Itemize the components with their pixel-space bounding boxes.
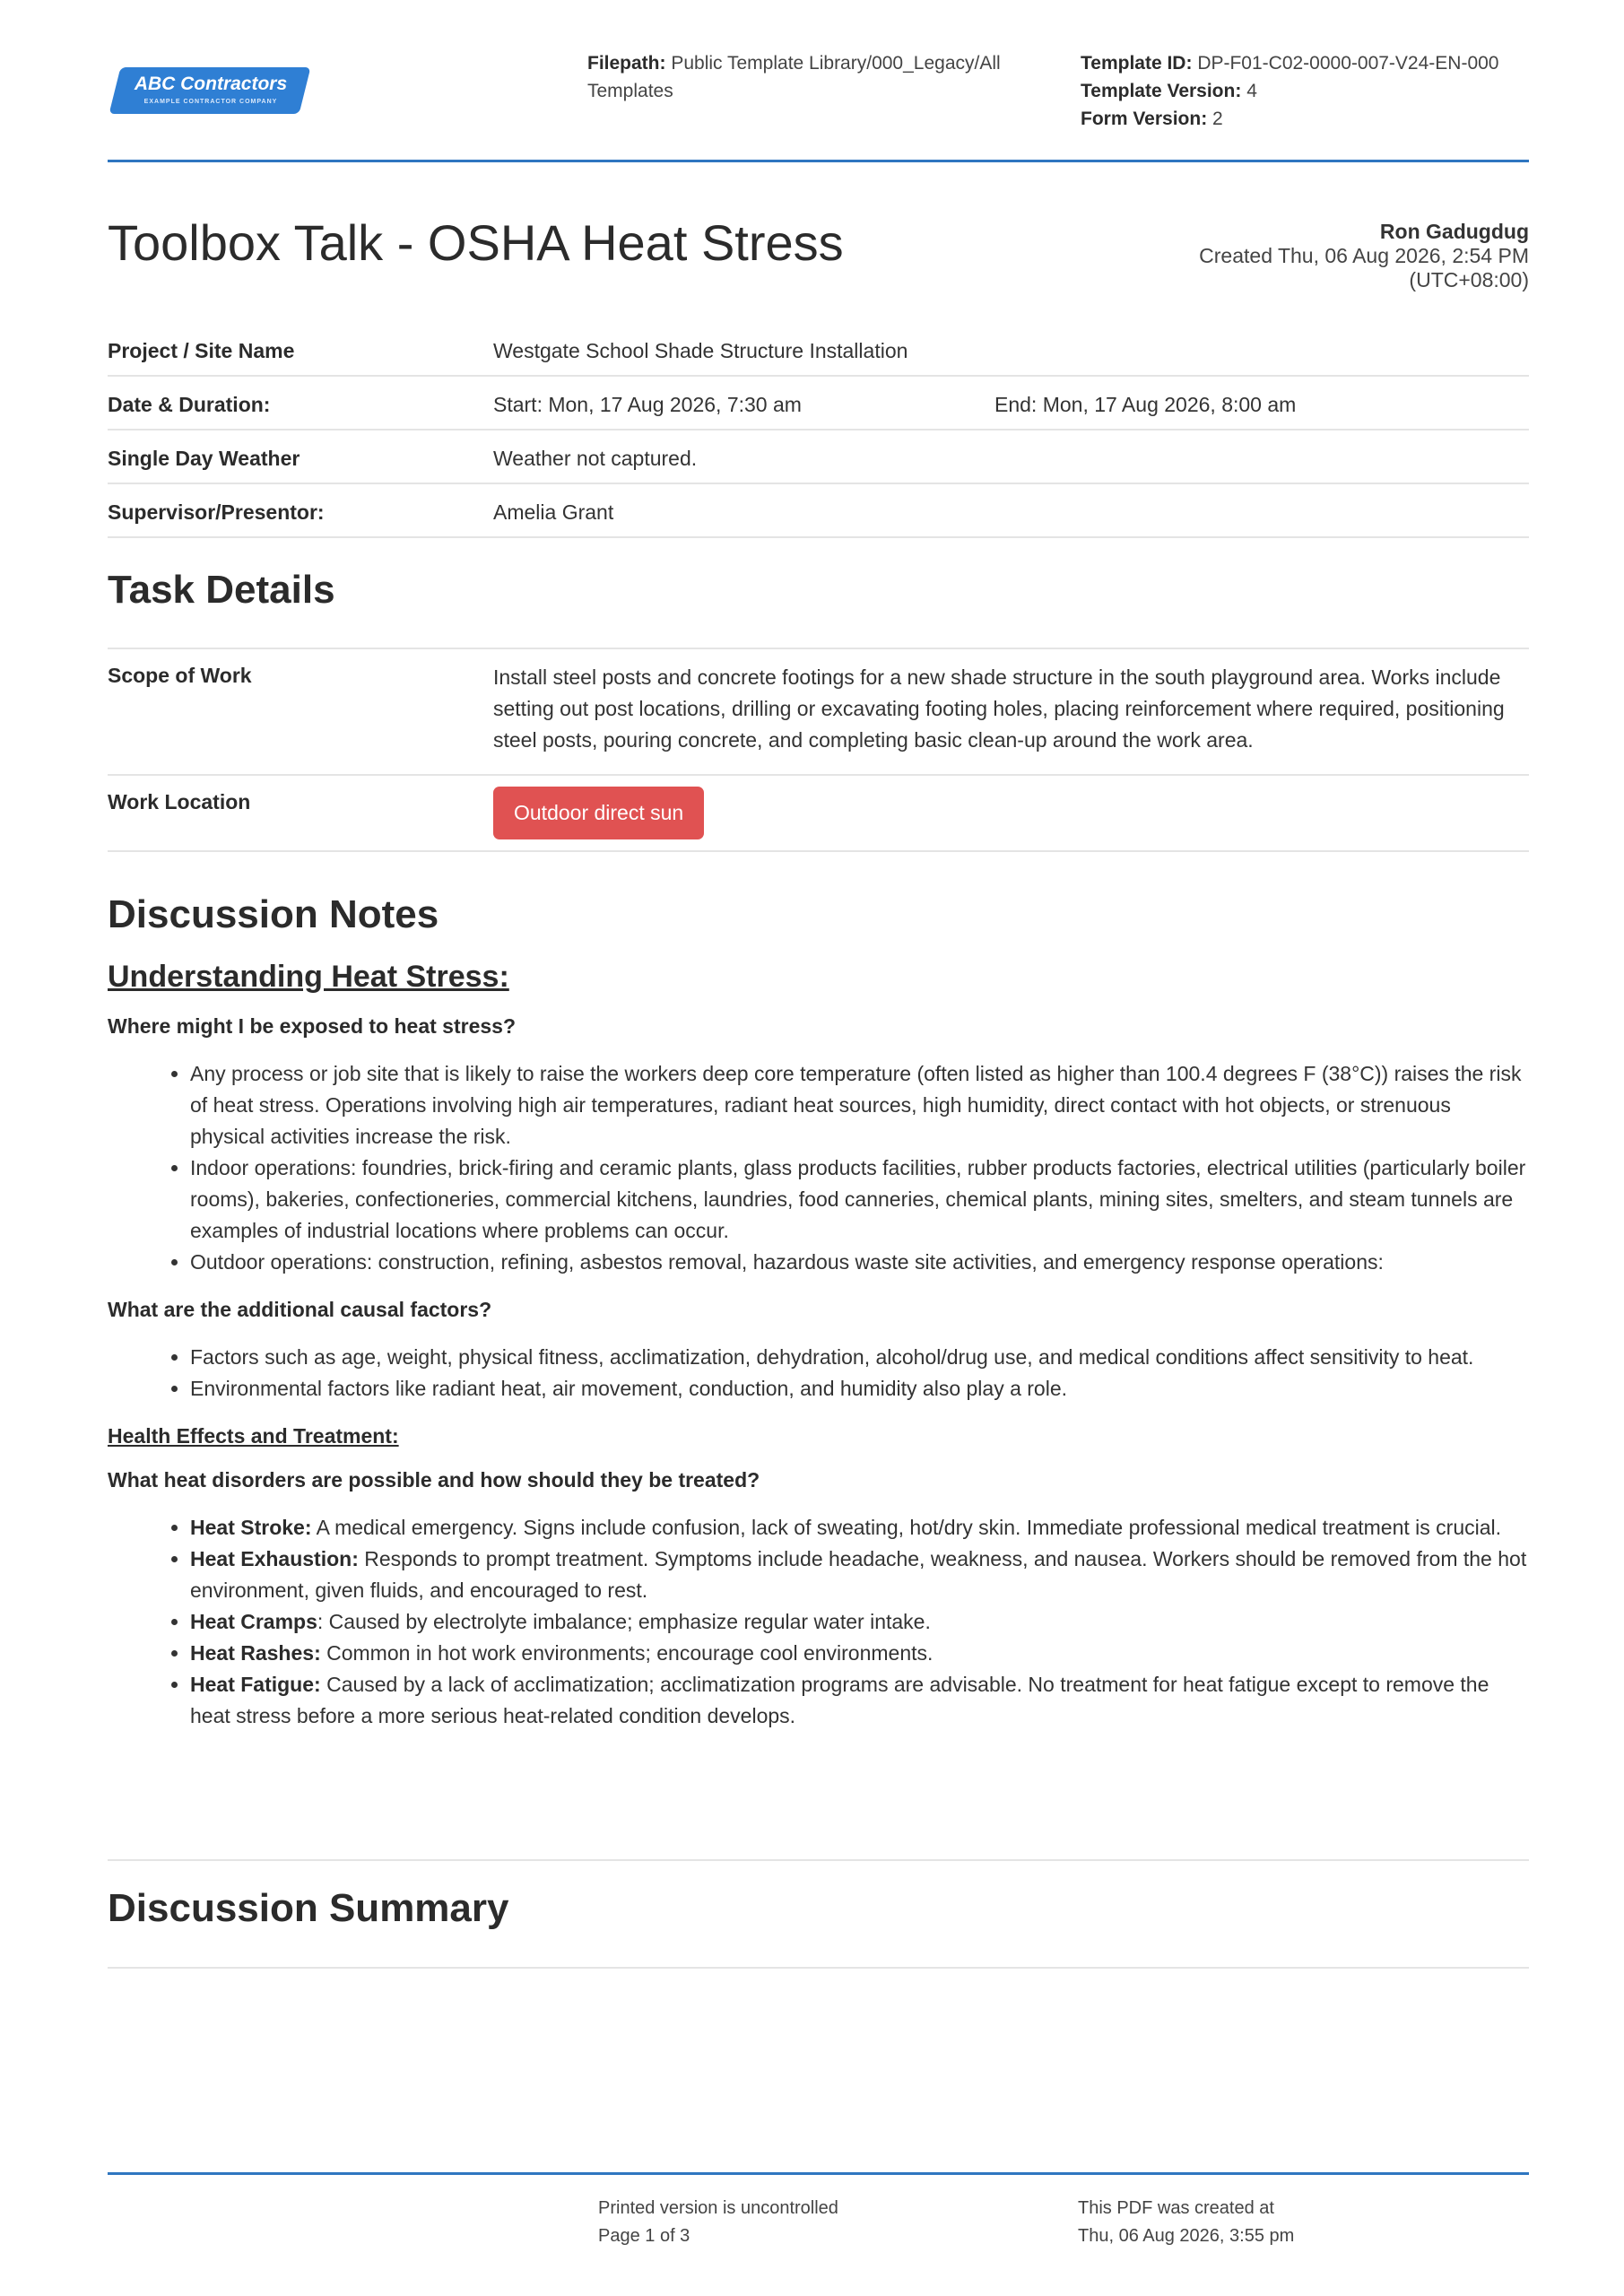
exposure-list xyxy=(190,1058,1529,1278)
footer-pdf-info xyxy=(1078,2195,1294,2250)
template-version-line xyxy=(1081,77,1529,105)
question-exposure: Where might I be exposed to heat stress? xyxy=(108,1014,516,1038)
filepath-label: Filepath: xyxy=(587,53,666,74)
term: Heat Cramps xyxy=(190,1610,317,1633)
project-label: Project / Site Name xyxy=(108,339,295,362)
author-block xyxy=(1199,220,1529,292)
page-number: Page 1 of 3 xyxy=(598,2226,690,2246)
causal-factors-list xyxy=(190,1342,1529,1405)
date-start: Start: Mon, 17 Aug 2026, 7:30 am xyxy=(493,393,802,416)
description: Caused by a lack of acclimatization; acclimatization programs are advisable. No treatment for heat fatigue except to remove the heat stress before a more serious heat-related condition develops. xyxy=(190,1673,1489,1727)
template-version-value: 4 xyxy=(1246,81,1257,101)
author-name: Ron Gadugdug xyxy=(1379,220,1529,243)
location-label: Work Location xyxy=(108,790,251,813)
description: Common in hot work environments; encourage cool environments. xyxy=(320,1641,934,1665)
task-details-heading: Task Details xyxy=(108,568,335,612)
weather-value: Weather not captured. xyxy=(493,447,698,470)
list-item: • Indoor operations: foundries, brick-firing and ceramic plants, glass products facilities, rubber products factories, electrical utilities (particularly boiler rooms), bakeries, confectioneries, commercial kitchens, laundries, food canneries, chemical plants, mining sites, smelters, and steam tunnels are examples of industrial locations where problems can occur. xyxy=(190,1152,1529,1247)
discussion-summary-heading: Discussion Summary xyxy=(108,1886,509,1930)
question-causal-factors: What are the additional causal factors? xyxy=(108,1298,492,1321)
created-date: Created Thu, 06 Aug 2026, 2:54 PM xyxy=(1199,244,1529,267)
pdf-created-label: This PDF was created at xyxy=(1078,2198,1274,2218)
document-page xyxy=(108,0,1529,2296)
term: Heat Fatigue: xyxy=(190,1673,321,1696)
list-item xyxy=(190,1606,1529,1638)
template-meta xyxy=(1081,49,1529,133)
date-label: Date & Duration: xyxy=(108,393,271,416)
description: : Caused by electrolyte imbalance; emphasize regular water intake. xyxy=(317,1610,931,1633)
question-heat-disorders: What heat disorders are possible and how should they be treated? xyxy=(108,1468,760,1492)
date-end: End: Mon, 17 Aug 2026, 8:00 am xyxy=(994,393,1297,416)
term: Heat Exhaustion: xyxy=(190,1547,359,1570)
template-id-line xyxy=(1081,49,1529,77)
section-divider xyxy=(108,1967,1529,1969)
page-footer xyxy=(108,2172,1529,2246)
list-item: • Environmental factors like radiant heat, air movement, conduction, and humidity also play a role. xyxy=(190,1373,1529,1405)
page-header xyxy=(108,49,1529,162)
description: A medical emergency. Signs include confusion, lack of sweating, hot/dry skin. Immediate professional medical treatment is crucial. xyxy=(311,1516,1502,1539)
logo-name: ABC Contractors xyxy=(134,74,288,94)
term: Heat Rashes: xyxy=(190,1641,321,1665)
term: Heat Stroke: xyxy=(190,1516,312,1539)
section-divider xyxy=(108,1859,1529,1861)
weather-label: Single Day Weather xyxy=(108,447,300,470)
timezone: (UTC+08:00) xyxy=(1409,268,1529,291)
uncontrolled-note: Printed version is uncontrolled xyxy=(598,2198,838,2218)
list-item xyxy=(190,1669,1529,1732)
list-item: • Any process or job site that is likely to raise the workers deep core temperature (often listed as higher than 100.4 degrees F (38°C)) raises the risk of heat stress. Operations involving high air temperatures, radiant heat sources, high humidity, direct contact with hot objects, or strenuous physical activities increase the risk. xyxy=(190,1058,1529,1152)
form-version-label: Form Version: xyxy=(1081,109,1208,129)
description: Responds to prompt treatment. Symptoms include headache, weakness, and nausea. Workers should be removed from the hot environment, given fluids, and encouraged to rest. xyxy=(190,1547,1527,1602)
filepath-block xyxy=(587,49,1036,105)
heat-disorders-list xyxy=(190,1512,1529,1732)
project-value: Westgate School Shade Structure Installation xyxy=(493,339,908,362)
discussion-notes-body xyxy=(108,960,1529,1752)
supervisor-value: Amelia Grant xyxy=(493,500,614,524)
document-title: Toolbox Talk - OSHA Heat Stress xyxy=(108,214,844,271)
pdf-created-date: Thu, 06 Aug 2026, 3:55 pm xyxy=(1078,2226,1295,2246)
task-details-table xyxy=(108,648,1529,852)
scope-row xyxy=(108,649,1529,776)
info-row-date xyxy=(108,377,1529,430)
list-item xyxy=(190,1544,1529,1606)
info-row-weather xyxy=(108,430,1529,484)
location-row xyxy=(108,776,1529,852)
list-item: • Factors such as age, weight, physical fitness, acclimatization, dehydration, alcohol/drug use, and medical conditions affect sensitivity to heat. xyxy=(190,1342,1529,1373)
form-version-value: 2 xyxy=(1212,109,1223,129)
list-item: • Outdoor operations: construction, refining, asbestos removal, hazardous waste site activities, and emergency response operations: xyxy=(190,1247,1529,1278)
scope-value: Install steel posts and concrete footings for a new shade structure in the south playground area. Works include setting out post locations, drilling or excavating footing holes, placing reinforcement where required, positioning steel posts, pouring concrete, and completing basic clean-up around the work area. xyxy=(493,665,1505,752)
form-version-line xyxy=(1081,105,1529,133)
info-row-supervisor xyxy=(108,484,1529,538)
footer-print-info xyxy=(598,2195,838,2250)
discussion-notes-heading: Discussion Notes xyxy=(108,892,439,936)
list-item xyxy=(190,1638,1529,1669)
supervisor-label: Supervisor/Presentor: xyxy=(108,500,325,524)
template-id-label: Template ID: xyxy=(1081,53,1193,74)
template-id-value: DP-F01-C02-0000-007-V24-EN-000 xyxy=(1197,53,1499,74)
filepath-value: Public Template Library/000_Legacy/All Templates xyxy=(587,53,1001,101)
health-effects-heading: Health Effects and Treatment: xyxy=(108,1424,399,1448)
understanding-heat-stress-heading: Understanding Heat Stress: xyxy=(108,960,509,994)
location-value-cell xyxy=(493,776,1529,850)
company-logo xyxy=(108,58,314,117)
list-item xyxy=(190,1512,1529,1544)
scope-label: Scope of Work xyxy=(108,664,252,687)
logo-subtitle: EXAMPLE CONTRACTOR COMPANY xyxy=(143,99,278,105)
template-version-label: Template Version: xyxy=(1081,81,1242,101)
info-row-project xyxy=(108,323,1529,377)
info-table xyxy=(108,323,1529,538)
location-badge: Outdoor direct sun xyxy=(493,787,704,839)
